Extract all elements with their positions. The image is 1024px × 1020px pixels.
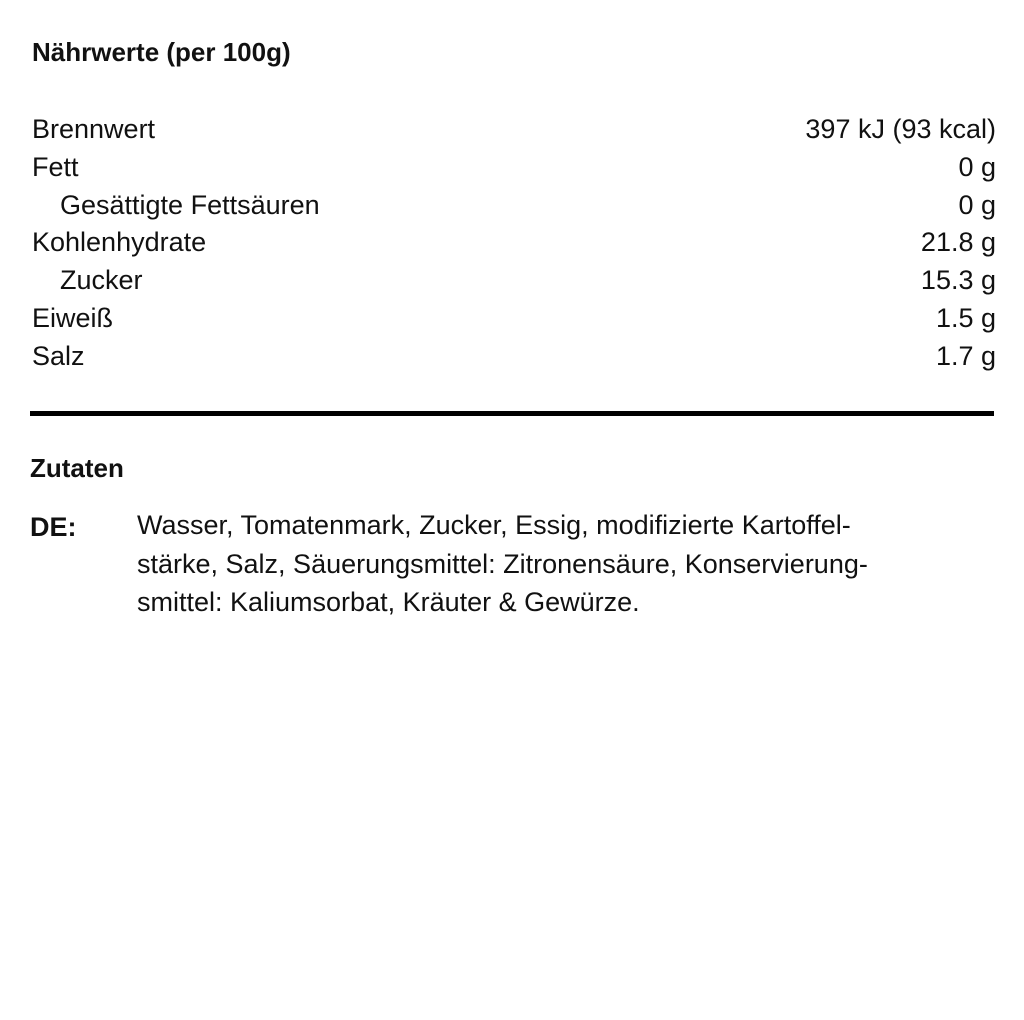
ingredients-line: smittel: Kaliumsorbat, Kräuter & Gewürze. [137, 587, 640, 617]
nutrition-value: 0 g [958, 151, 996, 182]
nutrition-row-carbohydrates [32, 224, 996, 262]
nutrition-value: 0 g [958, 189, 996, 220]
nutrition-label: Gesättigte Fettsäuren [60, 189, 320, 220]
ingredients-text [137, 506, 999, 622]
nutrition-row-salt [32, 338, 996, 376]
nutrition-label: Kohlenhydrate [32, 227, 207, 258]
nutrition-row-fat [32, 149, 996, 187]
nutrition-label: Brennwert [32, 114, 156, 144]
nutrition-row-saturated-fat [32, 187, 996, 225]
nutrition-label: Eiweiß [32, 302, 114, 333]
nutrition-value: 397 kJ (93 kcal) [805, 114, 996, 144]
nutrition-label: Zucker [60, 265, 143, 296]
nutrition-value: 21.8 g [920, 227, 996, 258]
nutrition-value: 15.3 g [920, 265, 996, 296]
ingredients-line: stärke, Salz, Säuerungsmittel: Zitronensäure, Konservierung- [137, 548, 868, 579]
ingredients-line: Wasser, Tomatenmark, Zucker, Essig, modifizierte Kartoffel- [137, 510, 851, 540]
ingredients-title: Zutaten [30, 453, 124, 483]
nutrition-row-energy [32, 111, 996, 149]
nutrition-row-sugar [32, 262, 996, 300]
nutrition-value: 1.7 g [935, 340, 996, 371]
nutrition-value: 1.5 g [935, 302, 996, 333]
nutrition-label: Fett [32, 151, 79, 182]
nutrition-table [32, 111, 996, 376]
nutrition-row-protein [32, 300, 996, 338]
section-divider [30, 411, 994, 416]
ingredients-language-code: DE: [30, 512, 77, 542]
nutrition-title: Nährwerte (per 100g) [32, 37, 291, 67]
nutrition-label: Salz [32, 340, 85, 371]
